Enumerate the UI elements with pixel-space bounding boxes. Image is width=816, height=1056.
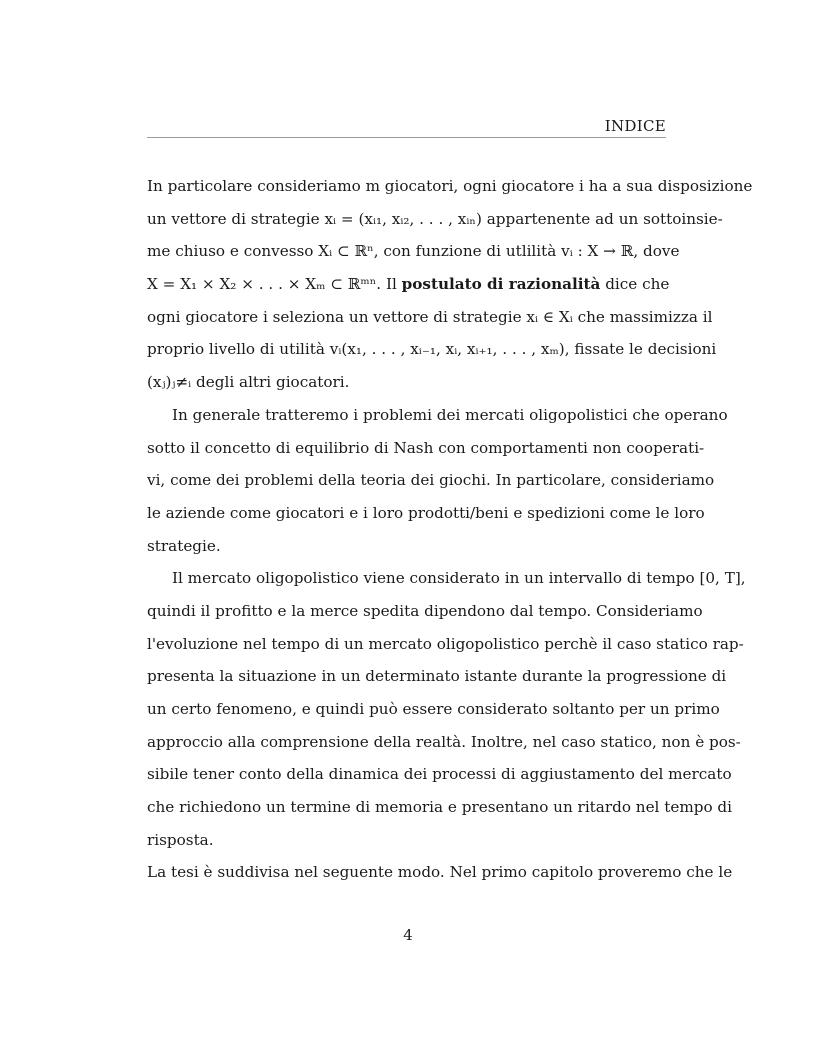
- body-text: [147, 170, 753, 889]
- text-line: sibile tener conto della dinamica dei processi di aggiustamento del mercato: [147, 765, 732, 784]
- paragraph-4: [147, 856, 733, 889]
- header-rule: [147, 137, 666, 138]
- bold-term: postulato di razionalità: [401, 275, 601, 294]
- text-line: La tesi è suddivisa nel seguente modo. Nel primo capitolo proveremo che le: [147, 863, 733, 882]
- text-line: le aziende come giocatori e i loro prodotti/beni e spedizioni come le loro: [147, 503, 705, 522]
- text-line: risposta.: [147, 830, 214, 849]
- text-line: Il mercato oligopolistico viene considerato in un intervallo di tempo [0, T],: [172, 569, 746, 588]
- text-line: ogni giocatore i seleziona un vettore di strategie xᵢ ∈ Xᵢ che massimizza il: [147, 307, 713, 326]
- text-line: presenta la situazione in un determinato istante durante la progressione di: [147, 667, 727, 686]
- running-head: INDICE: [604, 117, 666, 135]
- text-line: sotto il concetto di equilibrio di Nash con comportamenti non cooperati-: [147, 438, 705, 457]
- text-line: un certo fenomeno, e quindi può essere considerato soltanto per un primo: [147, 700, 720, 718]
- text-line: un vettore di strategie xᵢ = (xᵢ₁, xᵢ₂, . . . , xᵢₙ) appartenente ad un sottoinsie-: [147, 209, 723, 228]
- text-line: quindi il profitto e la merce spedita dipendono dal tempo. Consideriamo: [147, 601, 703, 620]
- text-fragment: X = X₁ × X₂ × . . . × Xₘ ⊂ ℝᵐⁿ. Il: [147, 275, 402, 294]
- paragraph-3: [147, 562, 746, 856]
- text-line: me chiuso e convesso Xᵢ ⊂ ℝⁿ, con funzione di utlilità vᵢ : X → ℝ, dove: [147, 242, 680, 261]
- text-line: l'evoluzione nel tempo di un mercato oligopolistico perchè il caso statico rap-: [147, 634, 744, 653]
- text-line: (xⱼ)ⱼ≠ᵢ degli altri giocatori.: [147, 373, 350, 392]
- text-line: In generale tratteremo i problemi dei mercati oligopolistici che operano: [172, 405, 728, 424]
- text-line: strategie.: [147, 536, 221, 555]
- text-line: proprio livello di utilità vᵢ(x₁, . . . , xᵢ₋₁, xᵢ, xᵢ₊₁, . . . , xₘ), fissate le decisioni: [147, 340, 717, 359]
- text-line: vi, come dei problemi della teoria dei giochi. In particolare, consideriamo: [147, 471, 715, 490]
- paragraph-2: [147, 399, 728, 562]
- paragraph-1: [147, 170, 753, 399]
- text-fragment: dice che: [600, 275, 670, 294]
- text-line: approccio alla comprensione della realtà. Inoltre, nel caso statico, non è pos-: [147, 732, 741, 751]
- text-line: [147, 268, 670, 301]
- page-number: 4: [403, 926, 413, 944]
- text-line: che richiedono un termine di memoria e presentano un ritardo nel tempo di: [147, 798, 733, 817]
- text-line: In particolare consideriamo m giocatori, ogni giocatore i ha a sua disposizione: [147, 177, 753, 195]
